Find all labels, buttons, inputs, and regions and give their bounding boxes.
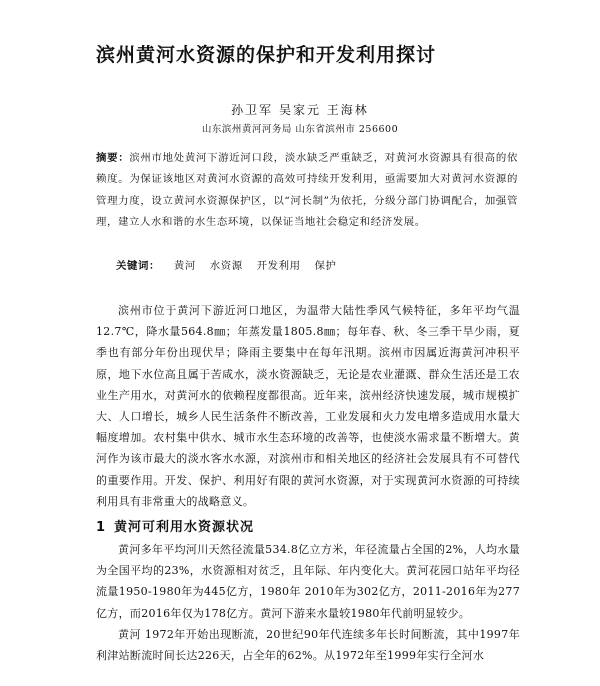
keywords-label: 关键词：	[116, 260, 160, 272]
abstract-text: 滨州市地处黄河下游近河口段，淡水缺乏严重缺乏，对黄河水资源具有很高的依赖度。为保证该地区对黄河水资源的高效可持续开发利用，亟需要加大对黄河水资源的管理力度，设立黄河水资源保护区，以“河长制”为依托，分级分部门协调配合，加强管理，建立人水和谐的水生态环境，以保证当地社会稳定和经济发展。	[96, 152, 518, 229]
body-paragraph: 黄河 1972年开始出现断流，20世纪90年代连续多年长时间断流，其中1997年利津站断流时间长达226天，占全年的62%。从1972年至1999年实行全河水	[96, 628, 520, 663]
section-heading	[96, 516, 254, 535]
keyword: 开发利用	[256, 260, 301, 272]
keyword: 保护	[314, 260, 337, 272]
author-list: 孙卫军 吴家元 王海林	[231, 103, 369, 117]
author-affiliation: 山东滨州黄河河务局 山东省滨州市 256600	[201, 124, 399, 135]
abstract-label: 摘要：	[96, 152, 130, 164]
body-paragraph: 黄河多年平均河川天然径流量534.8亿立方米，年径流量占全国的2%，人均水量为全国平均的23%，水资源相对贫乏，且年际、年内变化大。黄河花园口站年平均径流量1950-1980年为445亿方，1980年 2010年为302亿方，2011-2016年为277亿方，而2016年仅为178亿方。黄河下游来水量较1980年代前明显较少。	[96, 543, 520, 620]
keyword: 水资源	[209, 260, 243, 272]
keyword: 黄河	[173, 260, 196, 272]
abstract	[96, 148, 518, 234]
section-title: 黄河可利用水资源状况	[114, 520, 255, 535]
section-number: 1	[96, 520, 107, 535]
keywords	[116, 257, 337, 272]
body-paragraph: 滨州市位于黄河下游近河口地区，为温带大陆性季风气候特征，多年平均气温12.7℃，降水量564.8㎜；年蒸发量1805.8㎜；每年春、秋、冬三季干旱少雨，夏季也有部分年份出现伏旱；降雨主要集中在每年汛期。滨州市因属近海黄河冲积平原，地下水位高且属于苦咸水，淡水资源缺乏，无论是农业灌溉、群众生活还是工农业生产用水，对黄河水的依赖程度都很高。近年来，滨州经济快速发展，城市规模扩大、人口增长，城乡人民生活条件不断改善，工业发展和火力发电增多造成用水量大幅度增加。农村集中供水、城市水生态环境的改善等，也使淡水需求量不断增大。黄河作为该市最大的淡水客水水源，对滨州市和相关地区的经济社会发展具有不可替代的重要作用。开发、保护、利用好有限的黄河水资源，对于实现黄河水资源的可持续利用具有非常重大的战略意义。	[96, 304, 520, 508]
paper-title: 滨州黄河水资源的保护和开发利用探讨	[96, 44, 437, 66]
